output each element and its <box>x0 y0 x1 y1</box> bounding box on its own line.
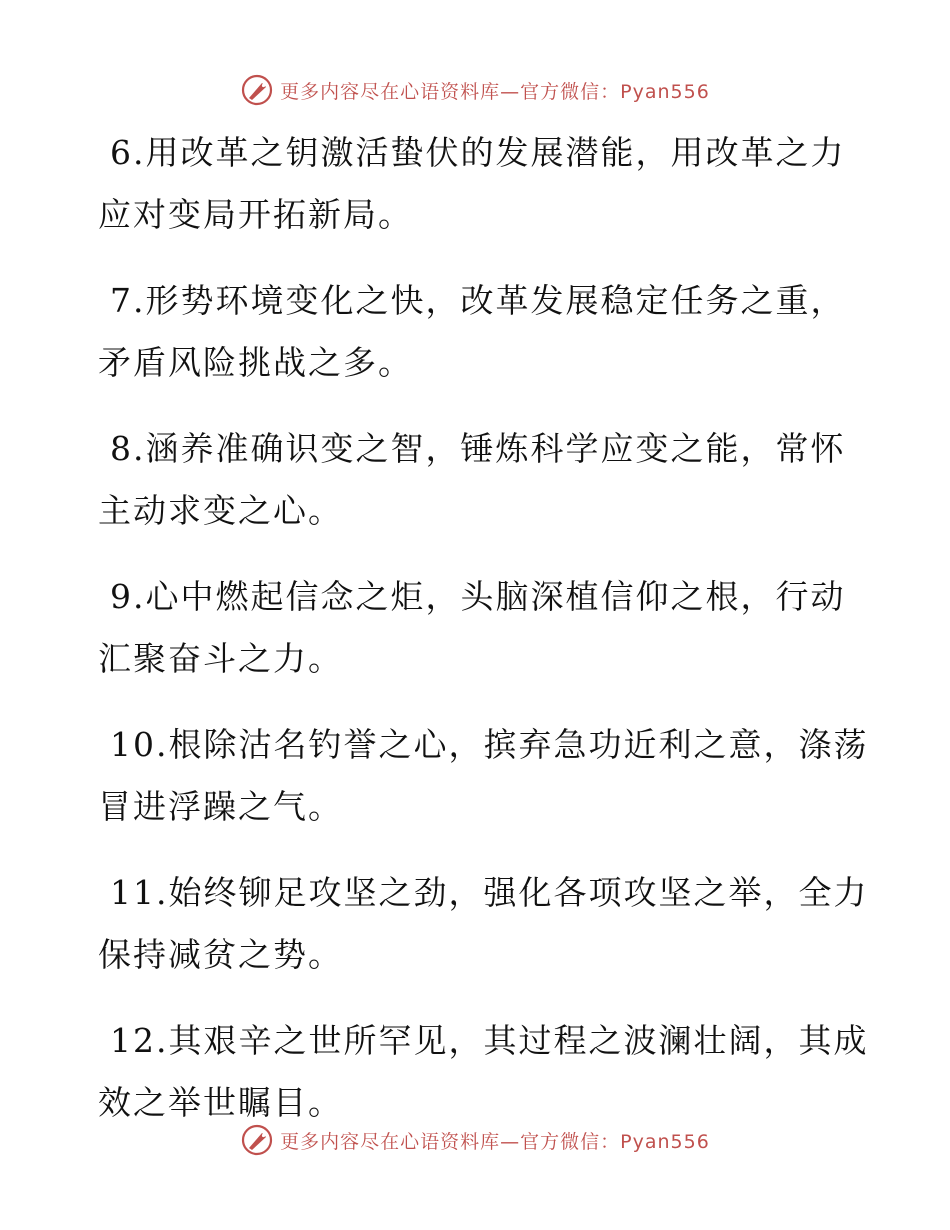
item-line-1: 11.始终铆足攻坚之劲，强化各项攻坚之举，全力 <box>110 873 869 912</box>
item-line-2: 应对变局开拓新局。 <box>98 195 413 234</box>
pen-nib-logo-icon <box>240 1123 274 1157</box>
item-line-1: 6.用改革之钥激活蛰伏的发展潜能，用改革之力 <box>110 133 846 172</box>
item-line-2: 主动求变之心。 <box>98 491 343 530</box>
item-line-1: 10.根除沽名钓誉之心，摈弃急功近利之意，涤荡 <box>110 725 869 764</box>
header-banner <box>0 70 950 110</box>
item-line-1: 7.形势环境变化之快，改革发展稳定任务之重， <box>110 281 846 320</box>
list-item <box>98 418 858 542</box>
header-banner-text: 更多内容尽在心语资料库—官方微信：Pyan556 <box>280 80 710 103</box>
item-line-1: 9.心中燃起信念之炬，头脑深植信仰之根，行动 <box>110 577 846 616</box>
list-item <box>98 714 869 838</box>
item-line-1: 12.其艰辛之世所罕见，其过程之波澜壮阔，其成 <box>110 1021 869 1060</box>
item-line-2: 矛盾风险挑战之多。 <box>98 343 413 382</box>
header-banner-inner <box>240 73 710 107</box>
footer-banner-inner <box>240 1123 710 1157</box>
item-line-1: 8.涵养准确识变之智，锤炼科学应变之能，常怀 <box>110 429 846 468</box>
list-item <box>98 122 858 246</box>
pen-nib-logo-icon <box>240 73 274 107</box>
footer-banner <box>0 1120 950 1160</box>
list-item <box>98 1010 869 1134</box>
list-item <box>98 862 869 986</box>
footer-banner-text: 更多内容尽在心语资料库—官方微信：Pyan556 <box>280 1130 710 1153</box>
document-body <box>98 122 869 1158</box>
item-line-2: 汇聚奋斗之力。 <box>98 639 343 678</box>
item-line-2: 冒进浮躁之气。 <box>98 787 343 826</box>
item-line-2: 效之举世瞩目。 <box>98 1083 343 1122</box>
list-item <box>98 566 858 690</box>
list-item <box>98 270 858 394</box>
item-line-2: 保持减贫之势。 <box>98 935 343 974</box>
